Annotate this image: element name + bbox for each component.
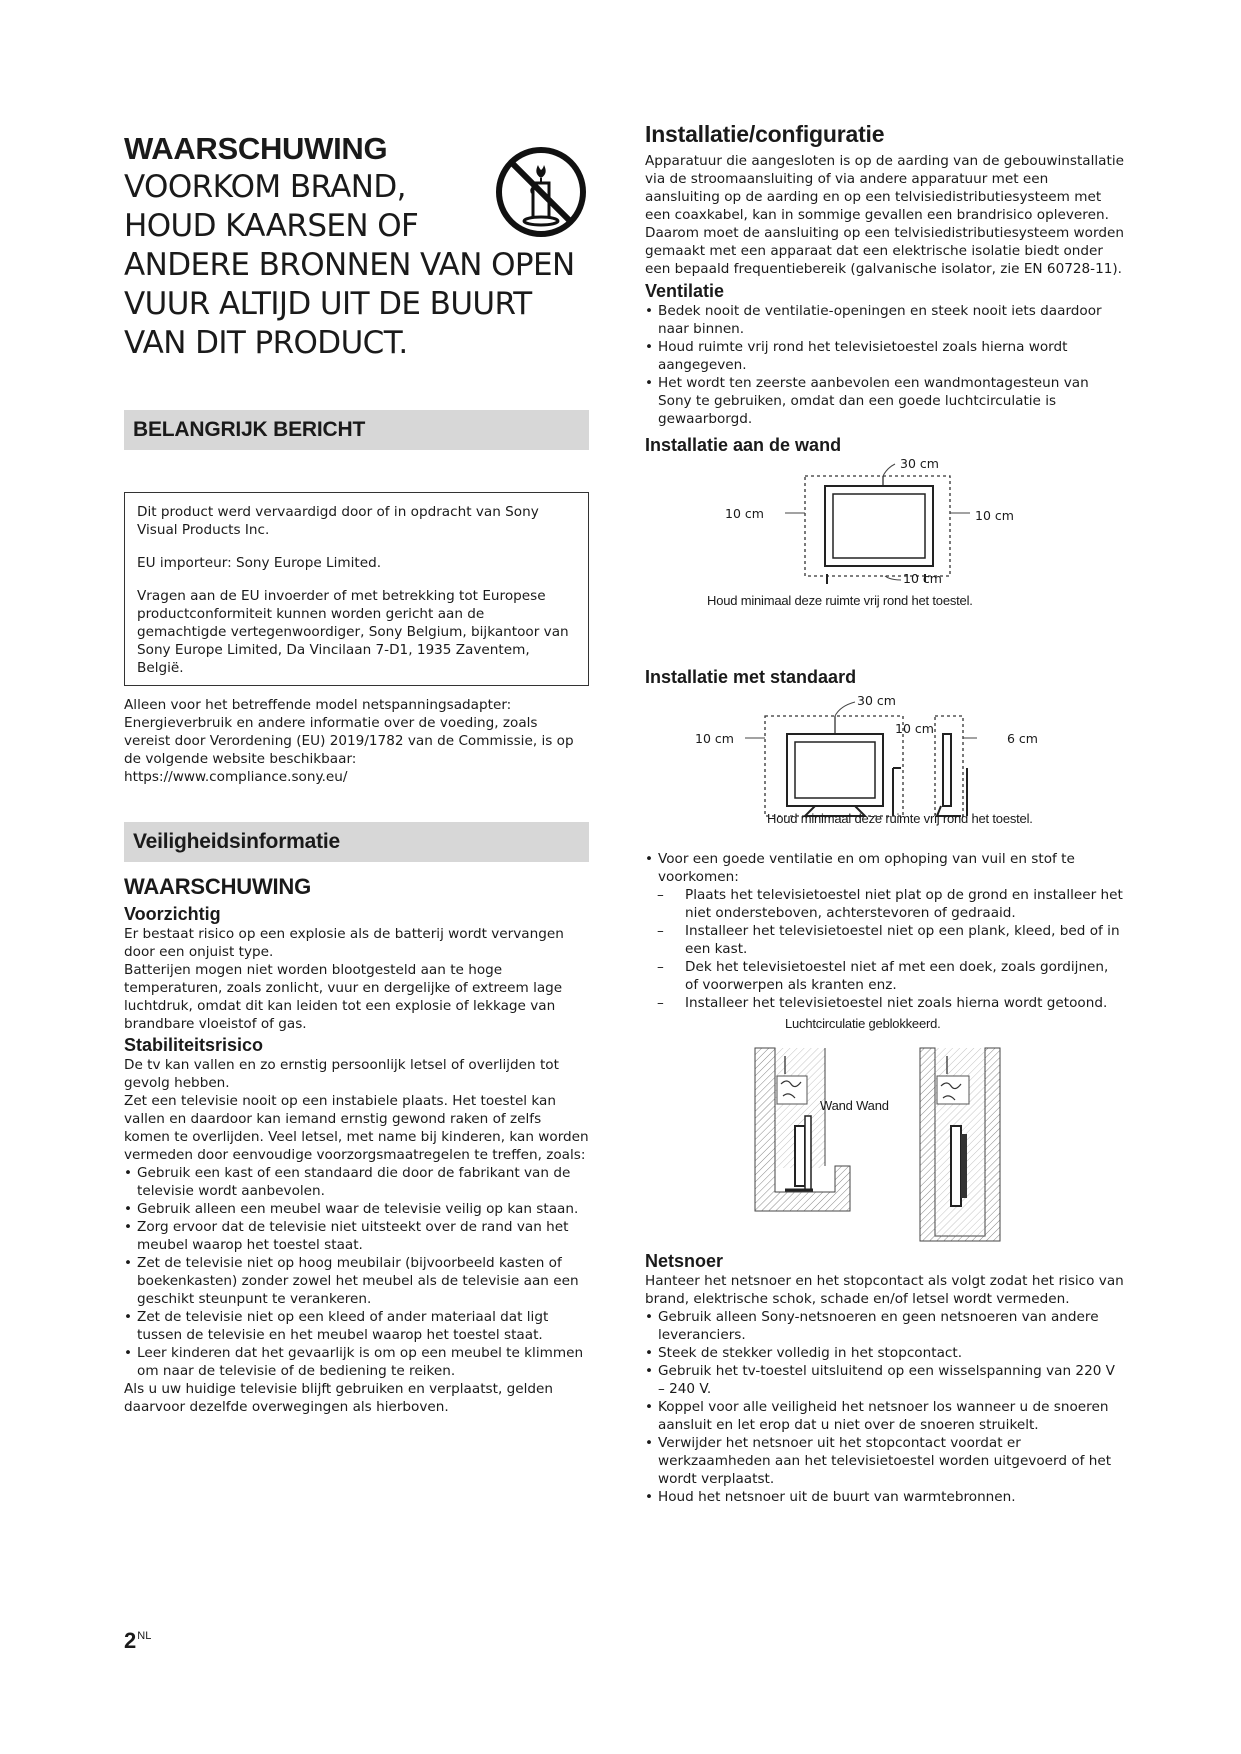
wall-caption: Houd minimaal deze ruimte vrij rond het toestel. xyxy=(707,593,973,608)
list-item: • Gebruik het tv-toestel uitsluitend op een wisselspanning van 220 V – 240 V. xyxy=(645,1362,1125,1398)
list-item: – Installeer het televisietoestel niet zoals hierna wordt getoond. xyxy=(657,994,1125,1012)
importer-text: EU importeur: Sony Europe Limited. xyxy=(137,555,382,571)
blocked-airflow-drawing xyxy=(645,1016,1125,1246)
right-column xyxy=(645,120,1125,1506)
wall-label: Wand Wand xyxy=(820,1098,889,1113)
list-item: • Gebruik alleen Sony-netsnoeren en geen netsnoeren van andere leveranciers. xyxy=(645,1308,1125,1344)
list-item: • Koppel voor alle veiligheid het netsnoer los wanneer u de snoeren aansluit en let erop dat u niet over de snoeren struikelt. xyxy=(645,1398,1125,1434)
adapter-note xyxy=(124,696,589,786)
safety-heading: Veiligheidsinformatie xyxy=(124,822,589,862)
adapter-line: Alleen voor het betreffende model netspanningsadapter: xyxy=(124,697,512,713)
safety-warning-title: WAARSCHUWING xyxy=(124,874,312,899)
adapter-line: vereist door Verordening (EU) 2019/1782 van de Commissie, is op xyxy=(124,733,574,749)
install-heading: Installatie/configuratie xyxy=(645,121,885,147)
blocked-caption: Luchtcirculatie geblokkeerd. xyxy=(785,1016,941,1031)
left-column xyxy=(124,130,589,1416)
fire-warning-line: HOUD KAARSEN OF xyxy=(124,208,419,244)
clearance-right-label: 10 cm xyxy=(975,508,1014,523)
list-item: • Gebruik een kast of een standaard die door de fabrikant van de televisie wordt aanbevolen. xyxy=(124,1164,589,1200)
power-cord-title: Netsnoer xyxy=(645,1251,724,1271)
stand-install-title: Installatie met standaard xyxy=(645,667,857,687)
stability-closing: Als u uw huidige televisie blijft gebruiken en verplaatst, gelden daarvoor dezelfde overwegingen als hierboven. xyxy=(124,1381,553,1415)
page-number xyxy=(124,1628,151,1654)
power-cord-intro: Hanteer het netsnoer en het stopcontact als volgt zodat het risico van brand, elektrische schok, schade en/of letsel wordt vermeden. xyxy=(645,1273,1124,1307)
adapter-line: de volgende website beschikbaar: xyxy=(124,751,357,767)
stability-intro: De tv kan vallen en zo ernstig persoonlijk letsel of overlijden tot gevolg hebben. xyxy=(124,1057,559,1091)
compliance-url: https://www.compliance.sony.eu/ xyxy=(124,769,348,785)
fire-warning-line: VAN DIT PRODUCT. xyxy=(124,325,408,361)
no-candle-icon xyxy=(494,145,588,239)
fire-warning-line: VUUR ALTIJD UIT DE BUURT xyxy=(124,286,532,322)
list-item: • Houd het netsnoer uit de buurt van warmtebronnen. xyxy=(645,1488,1125,1506)
list-item: • Steek de stekker volledig in het stopcontact. xyxy=(645,1344,1125,1362)
airflow-dash-list xyxy=(657,886,1125,1012)
ventilation-title: Ventilatie xyxy=(645,281,725,301)
wall-install-title: Installatie aan de wand xyxy=(645,435,842,455)
grounding-text: Apparatuur die aangesloten is op de aarding van de gebouwinstallatie via de stroomaansluiting of via andere apparatuur met een aansluiting op de aarding en op een telvisiedistributiesysteem met een coaxkabel, kan in sommige gevallen een brandrisico opleveren. Daarom moet de aansluiting op een telvisiedistributiesysteem worden gemaakt met een apparaat dat een elektrische isolatie biedt onder een bepaald frequentiebereik (galvanische isolator, zie EN 60728-11). xyxy=(645,153,1124,277)
caution-battery-type: Er bestaat risico op een explosie als de batterij wordt vervangen door een onjuist type. xyxy=(124,926,564,960)
clearance-left-label: 10 cm xyxy=(725,506,764,521)
list-item: • Voor een goede ventilatie en om ophoping van vuil en stof te voorkomen: xyxy=(645,850,1125,886)
clearance-bottom-label: 10 cm xyxy=(903,571,942,586)
fire-warning-line: ANDERE BRONNEN VAN OPEN xyxy=(124,247,575,283)
fire-warning xyxy=(124,130,589,370)
important-notice-heading: BELANGRIJK BERICHT xyxy=(124,410,589,450)
fire-warning-line: VOORKOM BRAND, xyxy=(124,169,406,205)
adapter-line: Energieverbruik en andere informatie over de voeding, zoals xyxy=(124,715,538,731)
stability-list xyxy=(124,1164,589,1380)
wall-clearance-diagram xyxy=(645,456,1125,626)
stand-clearance-mid-label: 10 cm xyxy=(895,721,934,736)
caution-title: Voorzichtig xyxy=(124,904,221,924)
importer-notice-box xyxy=(124,492,589,686)
list-item: • Het wordt ten zeerste aanbevolen een wandmontagesteun van Sony te gebruiken, omdat dan een goede luchtcirculatie is gewaarborgd. xyxy=(645,374,1125,428)
stability-detail: Zet een televisie nooit op een instabiele plaats. Het toestel kan vallen en daardoor kan iemand ernstig gewond raken of zelfs komen te overlijden. Veel letsel, met name bij kinderen, kan worden vermeden door eenvoudige voorzorgsmaatregelen te treffen, zoals: xyxy=(124,1093,589,1163)
fire-warning-title: WAARSCHUWING xyxy=(124,131,388,166)
blocked-airflow-diagram xyxy=(645,1016,1125,1246)
stand-clearance-top-label: 30 cm xyxy=(857,693,896,708)
list-item: – Installeer het televisietoestel niet op een plank, kleed, bed of in een kast. xyxy=(657,922,1125,958)
stand-caption: Houd minimaal deze ruimte vrij rond het toestel. xyxy=(767,811,1033,826)
list-item: • Houd ruimte vrij rond het televisietoestel zoals hierna wordt aangegeven. xyxy=(645,338,1125,374)
list-item: • Verwijder het netsnoer uit het stopcontact voordat er werkzaamheden aan het televisietoestel worden uitgevoerd of het wordt verplaatst. xyxy=(645,1434,1125,1488)
eu-contact-text: Vragen aan de EU invoerder of met betrekking tot Europese productconformiteit kunnen worden gericht aan de gemachtigde vertegenwoordiger, Sony Belgium, bijkantoor van Sony Europe Limited, Da Vincilaan 7-D1, 1935 Zaventem, België. xyxy=(137,588,569,676)
stand-clearance-left-label: 10 cm xyxy=(695,731,734,746)
stand-clearance-diagram xyxy=(645,688,1125,848)
ventilation-list xyxy=(645,302,1125,428)
page-number-value: 2 xyxy=(124,1628,137,1653)
stability-title: Stabiliteitsrisico xyxy=(124,1035,264,1055)
page-language: NL xyxy=(137,1630,152,1642)
list-item: • Gebruik alleen een meubel waar de televisie veilig op kan staan. xyxy=(124,1200,589,1218)
manufacturer-text: Dit product werd vervaardigd door of in opdracht van Sony Visual Products Inc. xyxy=(137,504,539,538)
power-cord-list xyxy=(645,1308,1125,1506)
clearance-top-label: 30 cm xyxy=(900,456,939,471)
list-item: • Zet de televisie niet op hoog meubilair (bijvoorbeeld kasten of boekenkasten) zonder zowel het meubel als de televisie aan een geschikt steunpunt te verankeren. xyxy=(124,1254,589,1308)
airflow-list xyxy=(645,850,1125,886)
caution-battery-heat: Batterijen mogen niet worden blootgesteld aan te hoge temperaturen, zoals zonlicht, vuur en dergelijke of extreem lage luchtdruk, omdat dit kan leiden tot een explosie of lekkage van brandbare vloeistof of gas. xyxy=(124,962,563,1032)
list-item: • Bedek nooit de ventilatie-openingen en steek nooit iets daardoor naar binnen. xyxy=(645,302,1125,338)
stand-clearance-right-label: 6 cm xyxy=(1007,731,1038,746)
list-item: – Plaats het televisietoestel niet plat op de grond en installeer het niet ondersteboven, achterstevoren of gedraaid. xyxy=(657,886,1125,922)
list-item: • Zorg ervoor dat de televisie niet uitsteekt over de rand van het meubel waarop het toestel staat. xyxy=(124,1218,589,1254)
list-item: • Zet de televisie niet op een kleed of ander materiaal dat ligt tussen de televisie en het meubel waarop het toestel staat. xyxy=(124,1308,589,1344)
list-item: • Leer kinderen dat het gevaarlijk is om op een meubel te klimmen om naar de televisie of de bediening te reiken. xyxy=(124,1344,589,1380)
list-item: – Dek het televisietoestel niet af met een doek, zoals gordijnen, of voorwerpen als kranten enz. xyxy=(657,958,1125,994)
